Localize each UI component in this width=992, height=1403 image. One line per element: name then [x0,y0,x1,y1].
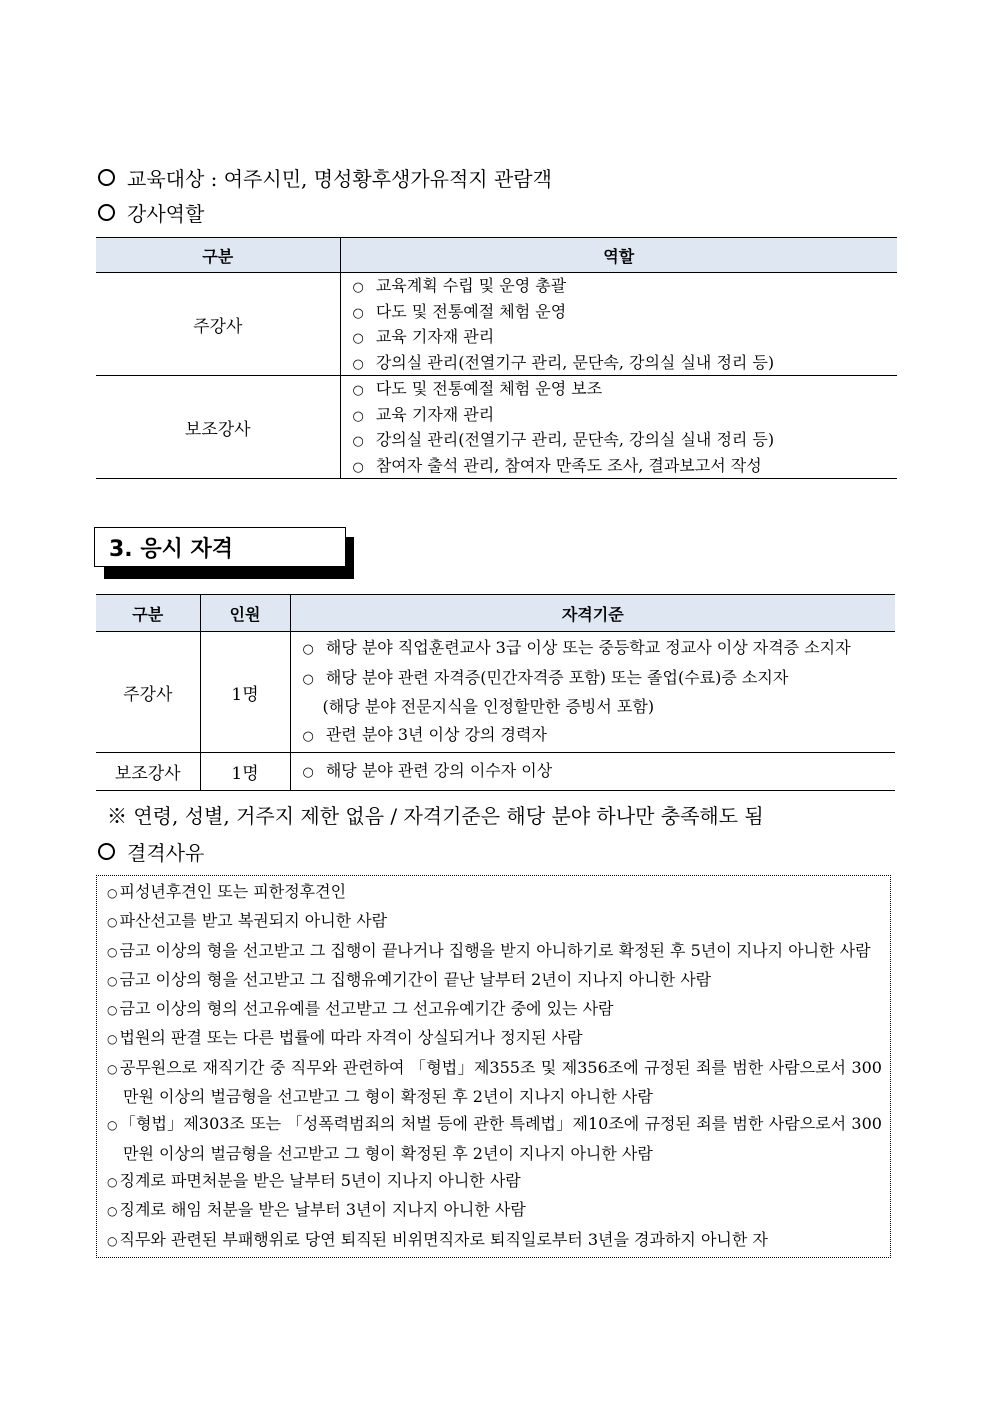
circle-bullet-icon [98,843,115,860]
list-item: ○ 교육계획 수립 및 운영 총괄 [353,273,898,299]
criteria-text: 해당 분야 관련 자격증(민간자격증 포함) 또는 졸업(수료)증 소지자 [325,667,789,687]
list-item: ○ 파산선고를 받고 복권되지 아니한 사람 [107,907,882,936]
list-item: ○ 다도 및 전통예절 체험 운영 보조 [353,376,898,402]
list-item: ○ 징계로 파면처분을 받은 날부터 5년이 지나지 아니한 사람 [107,1167,882,1196]
role-heading-text: 강사역할 [127,202,205,226]
row-items [340,273,897,376]
disqualification-heading-text: 결격사유 [127,841,205,865]
list-item [303,664,896,721]
row-criteria [290,632,895,753]
note-text: ※ 연령, 성별, 거주지 제한 없음 / 자격기준은 해당 분야 하나만 충족해도 됨 [107,804,764,828]
list-item: ○ 참여자 출석 관리, 참여자 만족도 조사, 결과보고서 작성 [353,453,898,479]
row-items [340,376,897,479]
circle-bullet-icon [98,169,115,186]
role-table [96,237,897,479]
row-category: 주강사 [96,632,200,753]
list-item: ○ 공무원으로 재직기간 중 직무와 관련하여 「형법」제355조 및 제356조에 규정된 죄를 범한 사람으로서 300만원 이상의 벌금형을 선고받고 그 형이 확정된 후 2년이 지나지 아니한 사람 [107,1054,882,1111]
list-item: ○ 법원의 판결 또는 다른 법률에 따라 자격이 상실되거나 정지된 사람 [107,1024,882,1053]
table-row [96,632,895,753]
list-item: ○ 강의실 관리(전열기구 관리, 문단속, 강의실 실내 정리 등) [353,350,898,376]
criteria-text: 해당 분야 관련 강의 이수자 이상 [325,760,553,780]
list-item: ○ 다도 및 전통예절 체험 운영 [353,299,898,325]
list-item: ○ 직무와 관련된 부패행위로 당연 퇴직된 비위면직자로 퇴직일로부터 3년을 경과하지 아니한 자 [107,1226,882,1255]
row-count: 1명 [200,632,290,753]
list-item: ○ 「형법」제303조 또는 「성폭력범죄의 처벌 등에 관한 특례법」제10조에 규정된 죄를 범한 사람으로서 300만원 이상의 벌금형을 선고받고 그 형이 확정된 후 2년이 지나지 아니한 사람 [107,1110,882,1167]
row-count: 1명 [200,753,290,791]
list-item: ○ 금고 이상의 형을 선고받고 그 집행유예기간이 끝난 날부터 2년이 지나지 아니한 사람 [107,966,882,995]
row-criteria [290,753,895,791]
col-header-count: 인원 [200,595,290,632]
section-heading [94,527,346,567]
list-item: ○ 금고 이상의 형의 선고유예를 선고받고 그 선고유예기간 중에 있는 사람 [107,995,882,1024]
table-row [96,753,895,791]
col-header-category: 구분 [96,595,200,632]
list-item: ○ 교육 기자재 관리 [353,402,898,428]
col-header-role: 역할 [340,238,897,273]
row-category: 주강사 [96,273,340,376]
qualification-table [96,594,895,791]
list-item: ○ 징계로 해임 처분을 받은 날부터 3년이 지나지 아니한 사람 [107,1196,882,1225]
role-heading [96,198,204,227]
list-item [303,634,896,664]
table-row [96,376,897,479]
list-item [303,721,896,751]
section-title: 3. 응시 자격 [109,536,233,562]
list-item: ○ 강의실 관리(전열기구 관리, 문단속, 강의실 실내 정리 등) [353,427,898,453]
list-item: ○ 금고 이상의 형을 선고받고 그 집행이 끝나거나 집행을 받지 아니하기로 확정된 후 5년이 지나지 아니한 사람 [107,937,882,966]
disqualification-heading [96,837,204,866]
row-category: 보조강사 [96,376,340,479]
list-item [303,757,896,787]
circle-bullet-icon [98,204,115,221]
list-item: ○ 교육 기자재 관리 [353,324,898,350]
criteria-text: 관련 분야 3년 이상 강의 경력자 [325,724,547,744]
criteria-subtext: (해당 분야 전문지식을 인정할만한 증빙서 포함) [322,697,655,716]
col-header-category: 구분 [96,238,340,273]
criteria-text: 해당 분야 직업훈련교사 3급 이상 또는 중등학교 정교사 이상 자격증 소지자 [325,638,851,657]
table-row [96,273,897,376]
target-line [96,163,552,192]
col-header-criteria: 자격기준 [290,595,895,632]
list-item: ○ 피성년후견인 또는 피한정후견인 [107,878,882,907]
row-category: 보조강사 [96,753,200,791]
disqualification-box [96,875,891,1258]
target-text: 교육대상 : 여주시민, 명성황후생가유적지 관람객 [127,167,552,191]
